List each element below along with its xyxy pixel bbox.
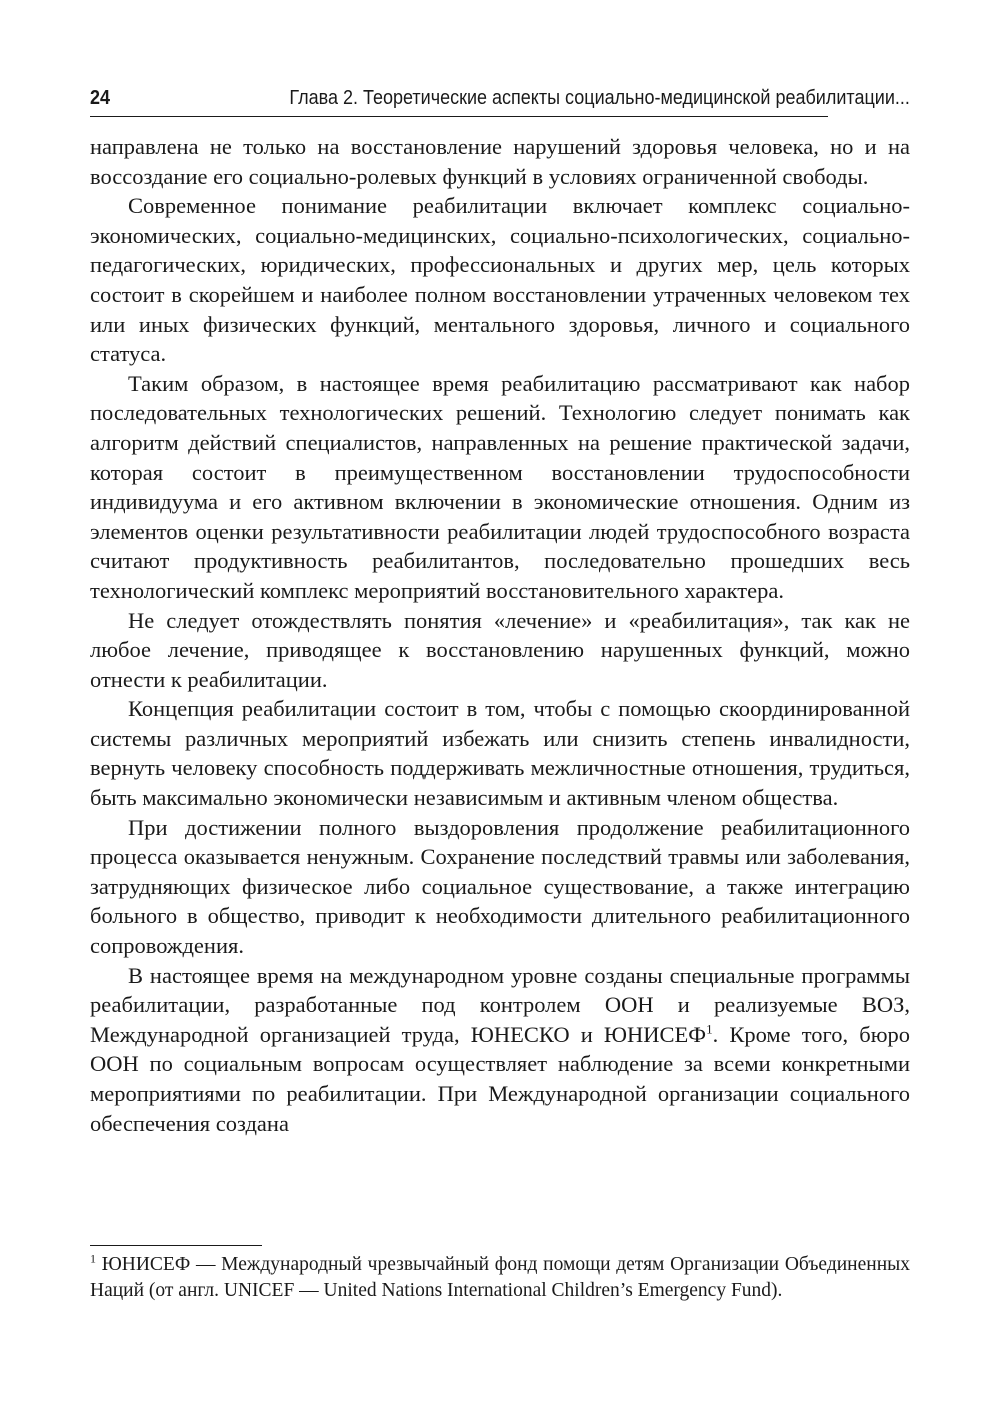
paragraph: Концепция реабилитации состоит в том, чтобы с помощью скоординированной системы различных мероприятий избежать или снизить степень инвалидности, вернуть человеку способность поддерживать межличностные отношения, трудиться, быть максимально экономически независимым и активным членом общества. — [90, 696, 910, 811]
paragraph: Таким образом, в настоящее время реабилитацию рассматривают как набор последовательных технологических решений. Технологию следует понимать как алгоритм действий специалистов, направленных на решение практической задачи, которая состоит в преимущественном восстановлении трудоспособности индивидуума и его активном включении в экономические отношения. Одним из элементов оценки результативности реабилитации людей трудоспособного возраста считают продуктивность реабилитантов, последовательно прошедших весь технологический комплекс мероприятий восстановительного характера. — [90, 370, 910, 603]
footnote-text: ЮНИСЕФ — Международный чрезвычайный фонд помощи детям Организации Объединенных Наций (от англ. UNICEF — United Nations International Children’s Emergency Fund). — [90, 1254, 910, 1301]
paragraph-with-footnote-ref — [90, 961, 910, 1139]
footnote — [90, 1252, 910, 1304]
chapter-title: Глава 2. Теоретические аспекты социально-медицинской реабилитации... — [289, 87, 910, 109]
running-header — [90, 84, 910, 117]
footnote-reference[interactable]: 1 — [706, 1021, 713, 1037]
paragraph: При достижении полного выздоровления продолжение реабилитационного процесса оказывается ненужным. Сохранение последствий травмы или заболевания, затрудняющих физическое либо социальное существование, а также интеграцию больного в общество, приводит к необходимости длительного реабилитационного сопровождения. — [90, 814, 910, 959]
paragraph: направлена не только на восстановление нарушений здоровья человека, но и на воссоздание его социально-ролевых функций в условиях ограниченной свободы. — [90, 134, 910, 189]
main-text — [90, 132, 910, 1138]
footnote-separator — [90, 1245, 262, 1246]
paragraph-text-after-ref: . Кроме того, бюро ООН по социальным вопросам осуществляет наблюдение за всеми конкретными мероприятиями по реабилитации. При Международной организации социального обеспечения создана — [90, 1021, 910, 1136]
paragraph-text-before-ref: В настоящее время на международном уровне созданы специальные программы реабилитации, разработанные под контролем ООН и реализуемые ВОЗ, Международной организацией труда, ЮНЕСКО и ЮНИСЕФ — [90, 962, 910, 1047]
page-number: 24 — [90, 87, 111, 109]
paragraph: Современное понимание реабилитации включает комплекс социально-экономических, социально-медицинских, социально-психологических, социально-педагогических, юридических, профессиональных и других мер, цель которых состоит в скорейшем и наиболее полном восстановлении утраченных человеком тех или иных физических функций, ментального здоровья, личного и социального статуса. — [90, 193, 910, 367]
paragraph: Не следует отождествлять понятия «лечение» и «реабилитация», так как не любое лечение, приводящее к восстановлению нарушенных функций, можно отнести к реабилитации. — [90, 607, 910, 692]
footnote-mark: 1 — [90, 1251, 96, 1266]
